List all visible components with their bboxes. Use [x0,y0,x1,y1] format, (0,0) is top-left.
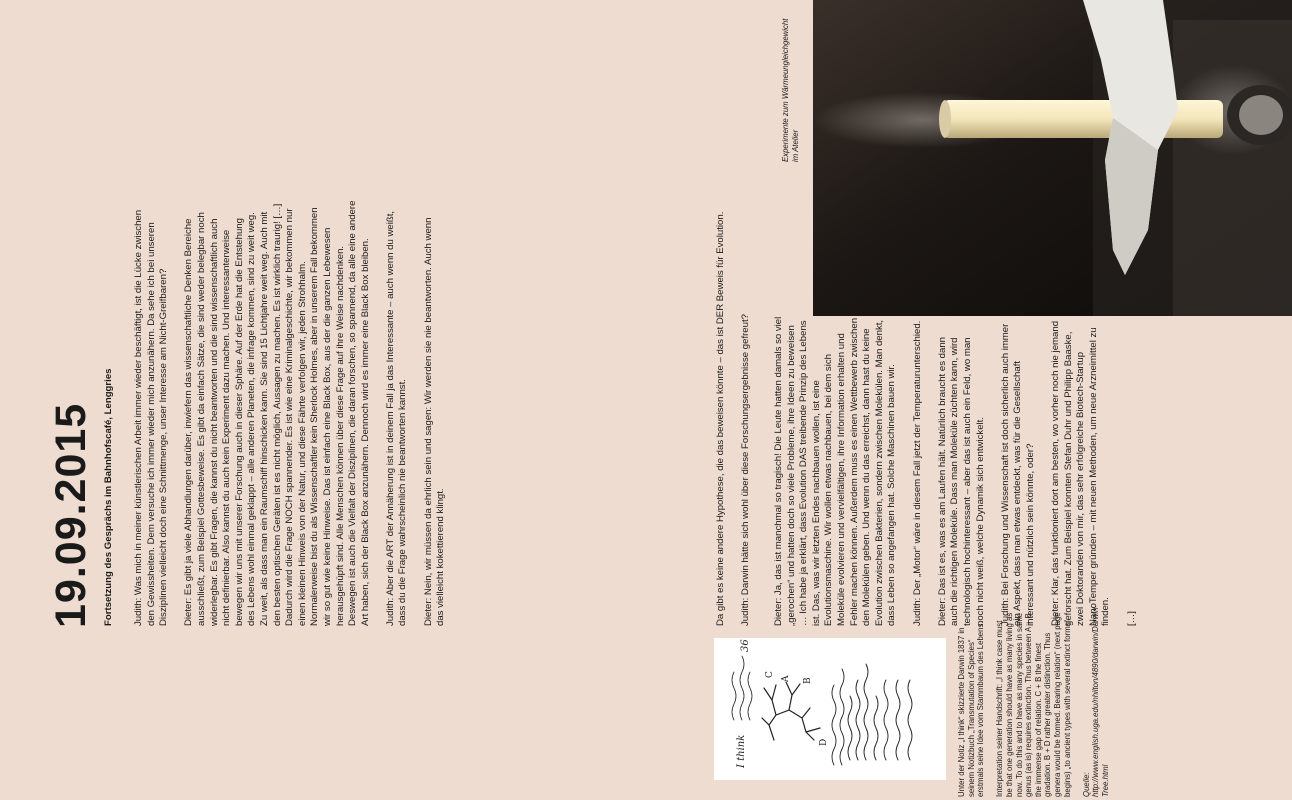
sketch-label-b: B [803,677,813,684]
photo-illustration [813,0,1292,316]
paragraph: Dieter: Nein, wir müssen da ehrlich sein und sagen: Wir werden sie nie beantworten. Auch wenn das vielleicht kokettierend klingt. [422,217,447,626]
sketch-illustration [714,638,946,780]
interview-column-2 [715,172,765,626]
sketch-page-number: 36 [740,639,751,652]
interview-column-1 [133,200,460,626]
paragraph: Dieter: Es gibt ja viele Abhandlungen darüber, inwiefern das wissenschaftliche Denken Bereiche ausschließt, zum Beispiel Gottesbeweise. Es gibt da einfach Sätze, die sind weder belegbar noch widerlegbar. Es gibt Fragen, die kannst du nicht beantworten und die sind wissenschaftlich auch nicht definierbar. Also kannst du auch kein Experiment dazu machen. Und interessanterweise bewegen wir uns mit unserer Forschung auch in dieser Sphäre. Auf der Erde hat die Entstehung des Lebens wohl einmal geklappt – alle anderen Planeten, die infrage kommen, sind zu weit weg. Zu weit, als dass man ein Raumschiff hinschicken kann. Sie sind 15 Lichtjahre weit weg. Auch mit den besten optischen Geräten ist es nicht möglich, Aussagen zu machen. Es ist wirklich traurig! […] Dadurch wird die Frage NOCH spannender. Es ist wie eine Kriminalgeschichte, wir bekommen nur einen kleinen Hinweis von der Natur, und diese Fährte verfolgen wir, jeden Strohhalm. Normalerweise bist du als Wissenschaftler kein Sherlock Holmes, aber in unserem Fall bekommen wir so gut wie keine Hinweise. Das ist einfach eine Black Box, aus der die ganzen Lebewesen herausgehüpft sind. Alle Menschen können über diese Frage auf ihre Weise nachdenken. Deswegen ist auch die Vielfalt der Disziplinen, die daran forschen, so spannend, da alle eine andere Art haben, sich der Black Box anzunähern. Dennoch wird es immer eine Black Box bleiben. [183,200,371,626]
paragraph: Judith: Bei Forschung und Wissenschaft ist doch sicherlich auch immer ein Aspekt, dass man etwas entdeckt, was für die Gesellschaft interessant und nützlich sein könnte, oder? [999,323,1036,626]
experiment-photo [813,0,1292,316]
sketch-label-d: D [819,738,829,746]
paragraph: Dieter: Klar, das funktioniert dort am besten, wo vorher noch nie jemand geforscht hat. Zum Beispiel konnten Stefan Duhr und Philipp Baaske, zwei Doktoranden von mir, das sehr erfolgreiche Biotech-Startup NanoTemper gründen – mit neuen Methoden, um neue Arzneimittel zu finden. [1050,320,1112,626]
caption-paragraph: Interpretation seiner Handschrift: „I think case must be that one generation should have as many living as now. To do this and to have as many species in same genus (as is) requires extinction. Thus between A + B the immense gap of relation. C + B the finest gradation. B + D rather greater distinction. Thus genera would be formed. Bearing relation“ (next page begins) „to ancient types with several extinct forms“ [995,612,1072,797]
interview-column-3 [773,316,1151,626]
paragraph: […] [1125,611,1137,626]
paragraph: Judith: Der „Motor“ wäre in diesem Fall jetzt der Temperaturunterschied. [911,320,923,626]
sketch-label-c: C [765,671,775,678]
paragraph: Judith: Was mich in meiner künstlerischen Arbeit immer wieder beschäftigt, ist die Lücke zwischen den Gewissheiten. Dem versuche ich immer wieder mich anzunähern. Da sehe ich bei unseren Disziplinen vielleicht doch eine Schnittmenge, unser Interesse am Nicht-Greifbaren? [133,209,170,626]
paragraph: Dieter: Ja, das ist manchmal so tragisch! Die Leute hatten damals so viel „gerochen“ und hatten doch so viele Probleme, ihre Ideen zu beweisen … Ich habe ja erklärt, dass Evolution DAS treibende Prinzip des Lebens ist. Das, was wir letzten Endes nachbauen wollen, ist eine Evolutionsmaschine. Wir wollen etwas nachbauen, bei dem sich Moleküle evolvieren und vervielfältigen, ihre Information erhalten und Fehler machen können. Außerdem muss es einen Wettbewerb zwischen den Molekülen geben. Und wenn du das erreichst, dann hast du keine Evolution zwischen Bakterien, sondern zwischen Molekülen. Man denkt, dass Leben so angefangen hat. Solche Maschinen bauen wir. [773,316,898,626]
paragraph: Judith: Aber die ART der Annäherung ist in deinem Fall ja das Interessante – auch wenn du weißt, dass du die Frage wahrscheinlich nie beantworten kannst. [384,210,409,626]
photo-caption: Experimente zum Wärmeungleichgewicht im Atelier [781,18,800,162]
section-subtitle: Fortsetzung des Gesprächs im Bahnhofscafé, Lenggries [103,368,114,626]
page-title: 19.09.2015 [47,402,95,628]
darwin-tree-sketch [714,638,946,780]
sketch-label-a: A [781,675,791,682]
caption-source: Quelle: http://www.english.uga.edu/nhilton/4890/darwin/Darwin-Tree.html [1081,604,1110,797]
paragraph: Dieter: Das ist es, was es am Laufen hält. Natürlich braucht es dann auch die richtigen Moleküle. Dass man Moleküle züchten kann, wird technologisch hochinteressant – aber das ist auch ein Feld, wo man noch nicht weiß, welche Dynamik sich entwickelt. [936,336,986,626]
paragraph: Da gibt es keine andere Hypothese, die das beweisen könnte – das ist DER Beweis für Evolution. [715,211,726,626]
sketch-heading: I think [736,734,747,768]
sketch-caption [957,604,1120,797]
paragraph: Judith: Darwin hätte sich wohl über diese Forschungsergebnisse gefreut? [740,314,752,626]
caption-paragraph: Unter der Notiz „I think“ skizzierte Darwin 1837 in seinem Notizbuch „Transmutation of Species“ erstmals seine Idee vom Stammbaum des Lebens. [957,621,986,797]
